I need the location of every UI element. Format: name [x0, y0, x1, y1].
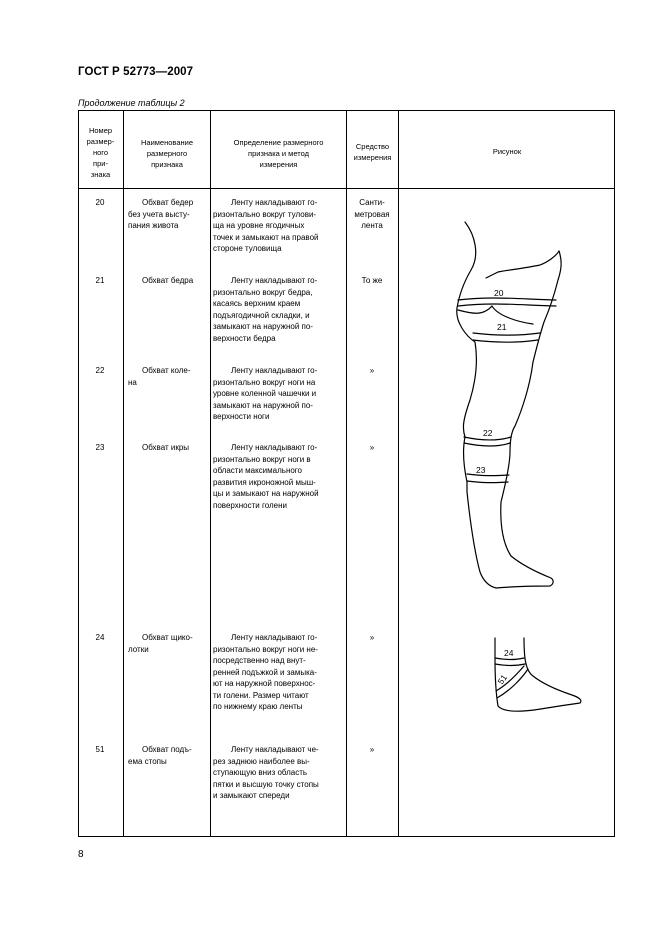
figure-drawing — [78, 110, 615, 837]
row-definition: Ленту накладывают че- рез заднюю наиболее вы- ступающую вниз область пятки и высшую точку стопы и замыкают спереди — [213, 745, 319, 800]
row-number: 24 — [95, 633, 105, 642]
row-tool: То же — [361, 276, 383, 285]
table-caption: Продолжение таблицы 2 — [78, 98, 185, 108]
row-name: Обхват подъ- ема стопы — [128, 745, 192, 766]
row-name: Обхват коле- на — [128, 366, 191, 387]
row-definition: Ленту накладывают го- ризонтально вокруг ноги на уровне коленной чашечки и замыкают на наружной по- верхности ноги — [213, 366, 318, 421]
figure-label-20: 20 — [494, 288, 504, 298]
row-name: Обхват щико- лотки — [128, 633, 193, 654]
row-name: Обхват бедер без учета высту- пания живота — [128, 198, 194, 230]
row-number: 23 — [95, 443, 105, 452]
row-tool: » — [369, 366, 375, 375]
row-number: 20 — [95, 198, 105, 207]
row-name: Обхват икры — [142, 443, 190, 452]
header-tool: Средство измерения — [353, 142, 392, 162]
row-definition: Ленту накладывают го- ризонтально вокруг ноги не- посредственно над внут- ренней подъжкой и замыка- ют на наружной поверхнос- ти голени. Размер читают по нижнему краю ленты — [213, 633, 318, 711]
row-tool: Санти- метровая лента — [354, 198, 390, 230]
header-number: Номер размер- ного при- знака — [86, 126, 115, 179]
figure-label-23: 23 — [476, 465, 486, 475]
figure-label-21: 21 — [497, 322, 507, 332]
page-number: 8 — [78, 849, 84, 860]
row-tool: » — [369, 443, 375, 452]
figure-label-22: 22 — [483, 428, 493, 438]
row-definition: Ленту накладывают го- ризонтально вокруг бедра, касаясь верхним краем подъягодичной складки, и замыкают на наружной по- верхности бедра — [213, 276, 318, 343]
header-figure: Рисунок — [492, 147, 522, 156]
row-definition: Ленту накладывают го- ризонтально вокруг ноги в области максимального развития икроножной мыш- цы и замыкают на наружной поверхности голени — [213, 443, 319, 510]
measurement-table — [78, 110, 615, 837]
row-tool: » — [369, 633, 375, 642]
header-name: Наименование размерного признака — [141, 138, 193, 169]
row-tool: » — [369, 745, 375, 754]
header-definition: Определение размерного признака и метод измерения — [233, 138, 324, 169]
row-number: 22 — [95, 366, 105, 375]
row-definition: Ленту накладывают го- ризонтально вокруг тулови- ща на уровне ягодичных точек и замыкают на правой стороне туловища — [213, 198, 319, 253]
figure-label-51: 51 — [495, 672, 510, 687]
row-number: 51 — [95, 745, 105, 754]
row-name: Обхват бедра — [142, 276, 194, 285]
row-number: 21 — [95, 276, 105, 285]
document-title: ГОСТ Р 52773—2007 — [78, 66, 194, 78]
figure-label-24: 24 — [504, 648, 514, 658]
